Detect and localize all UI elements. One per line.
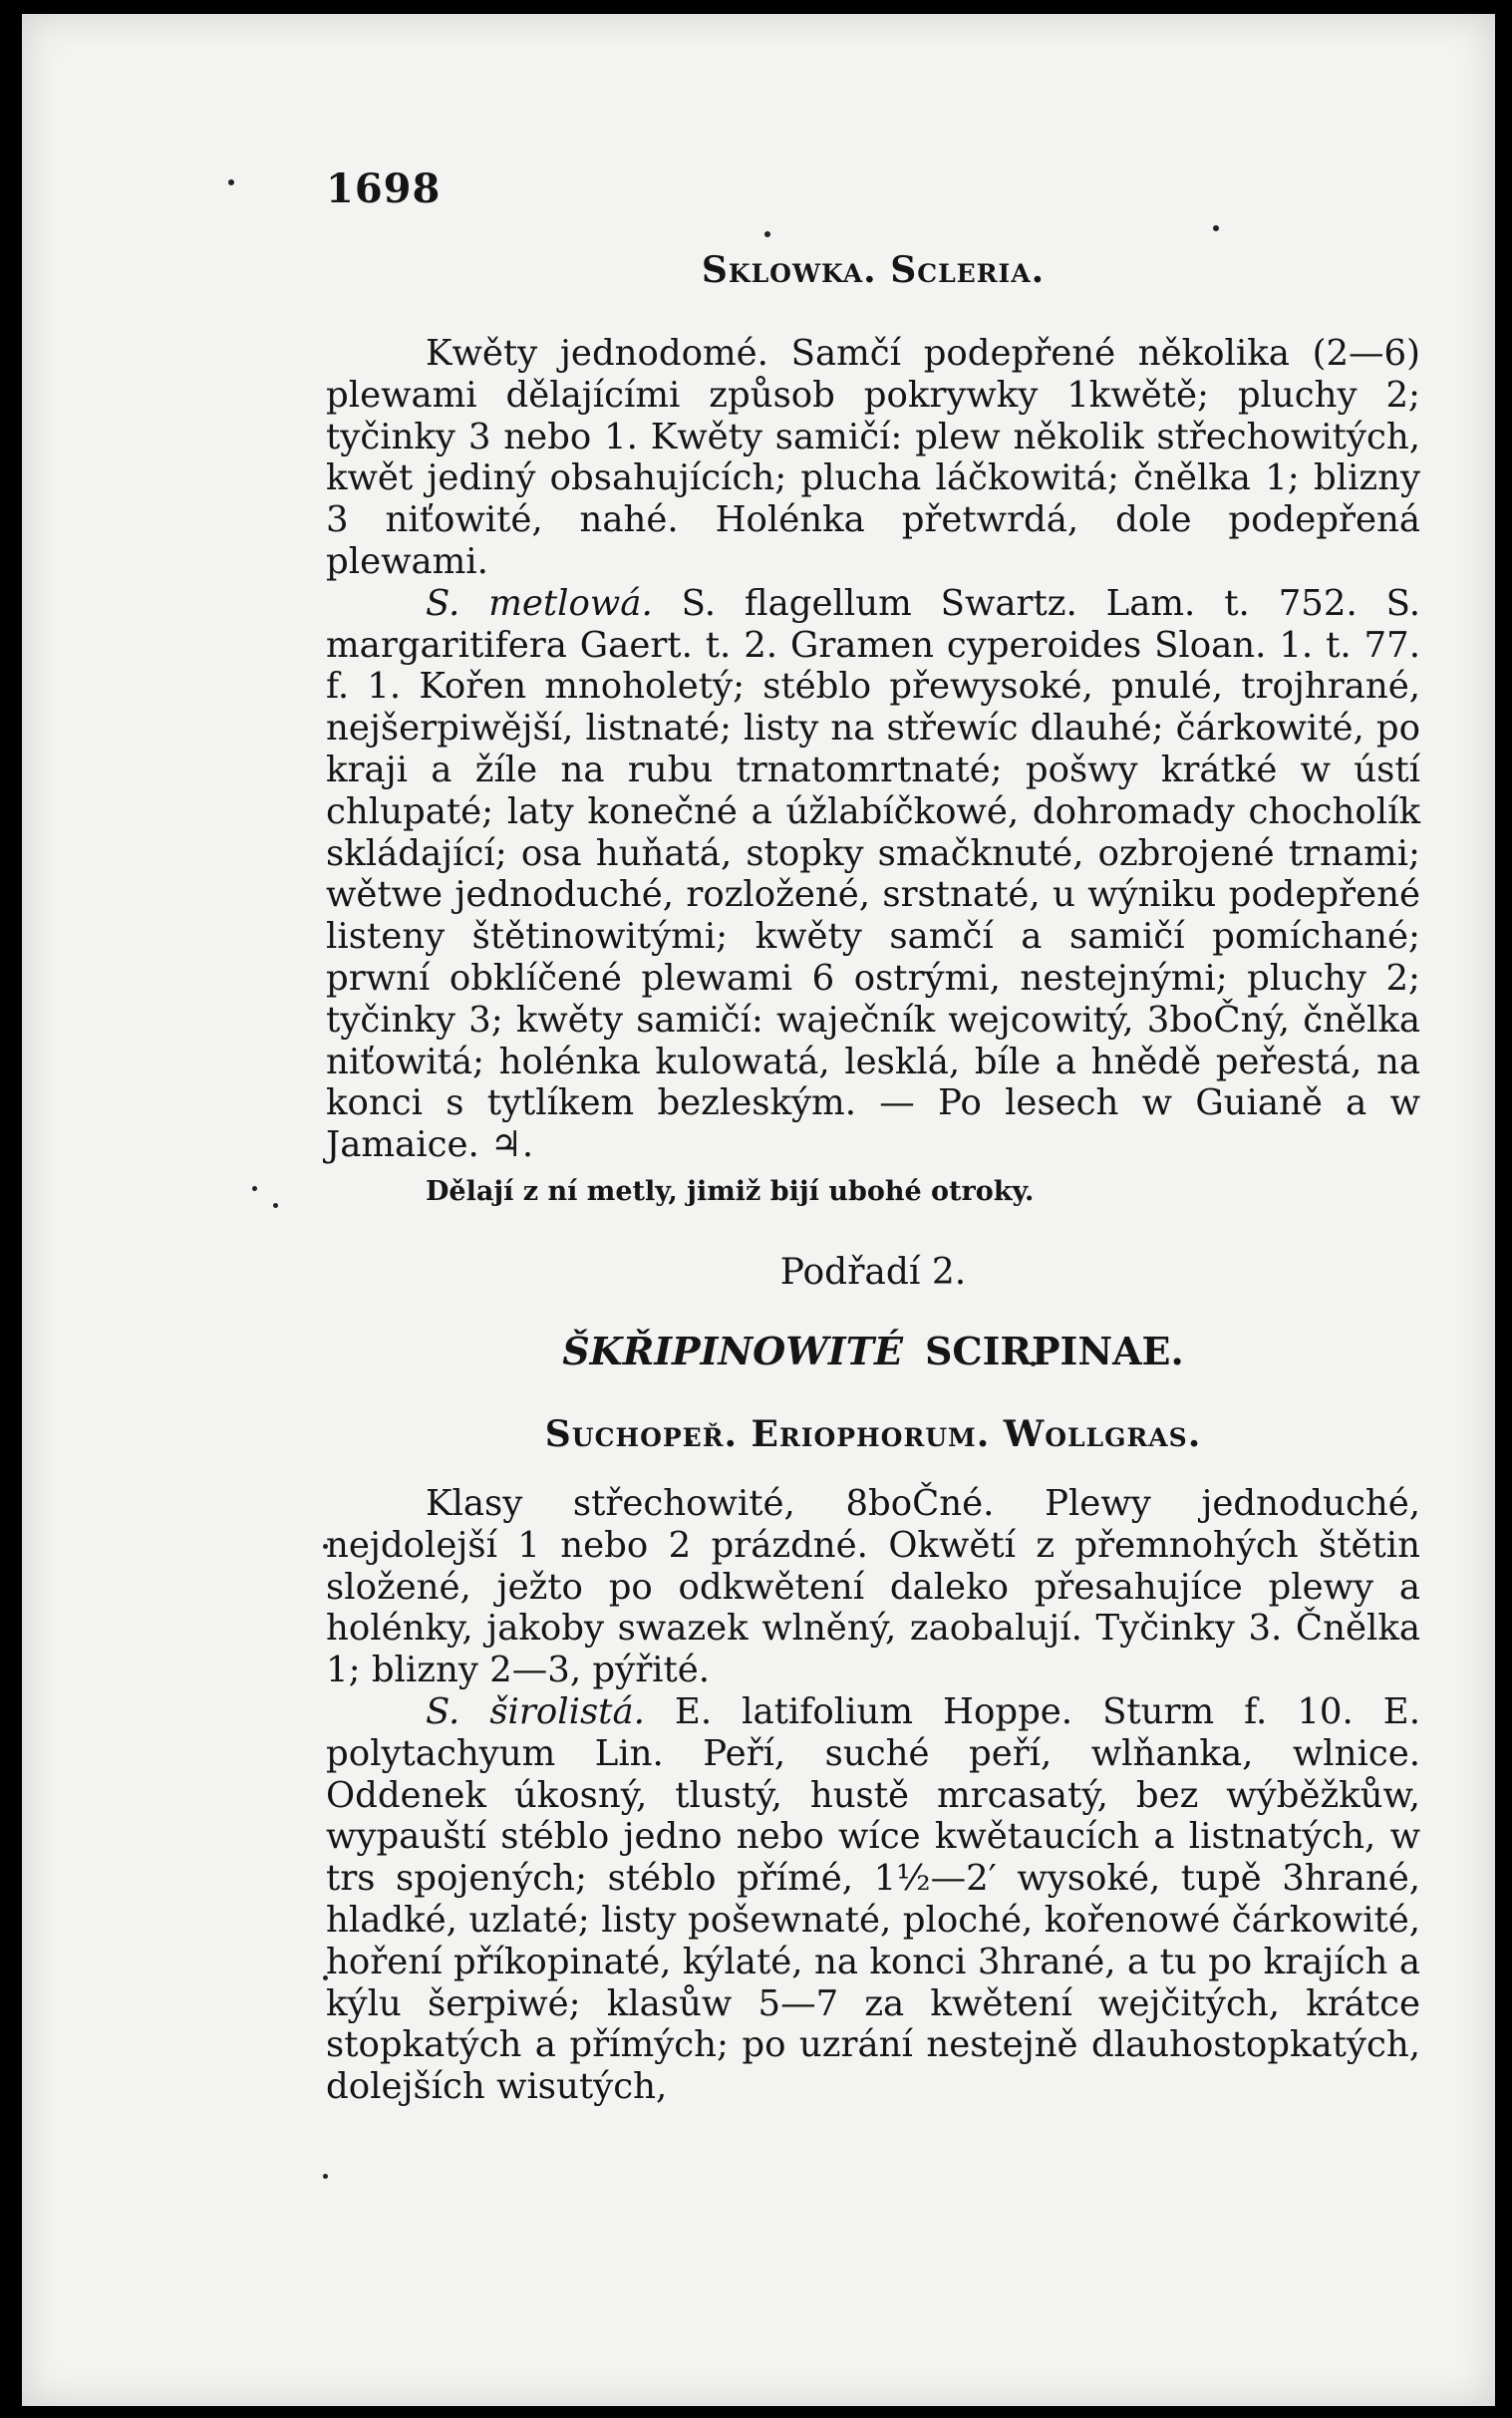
tribe-name-latin: SCIRPINAE. xyxy=(924,1328,1184,1373)
species-text-eriophorum: E. latifolium Hoppe. Sturm f. 10. E. polytachyum Lin. Peří, suché peří, wlňanka, wlnice. Oddenek úkosný, tlustý, hustě mrcasatý, bez wýběžkůw, wypauští stéblo jedno nebo wíce kwětaucích a listnatých, w trs spojených; stéblo přímé, 1½—2′ wysoké, tupě 3hrané, hladké, uzlaté; listy pošewnaté, ploché, kořenowé čárkowité, hoření příkopinaté, kýlaté, na konci 3hrané, a tu po krajích a kýlu šerpiwé; klasůw 5—7 za kwětení wejčitých, krátce stopkatých a přímých; po uzrání nestejně dlauhostopkatých, dolejších wisutých, xyxy=(326,1690,1420,2108)
species-name-scleria: S. metlowá. xyxy=(426,582,653,624)
species-name-eriophorum: S. širolistá. xyxy=(426,1690,645,1732)
tribe-heading xyxy=(326,1329,1420,1373)
genus-heading-eriophorum: Suchopeř. Eriophorum. Wollgras. xyxy=(544,1412,1202,1455)
tribe-name-czech: ŠKŘIPINOWITÉ xyxy=(562,1328,903,1373)
species-text-scleria: S. flagellum Swartz. Lam. t. 752. S. margaritifera Gaert. t. 2. Gramen cyperoides Sloan. 1. t. 77. f. 1. Kořen mnoholetý; stéblo přewysoké, pnulé, trojhrané, nejšerpiwější, listnaté; listy na střewíc dlauhé; čárkowité, po kraji a žíle na rubu trnatomrtnaté; pošwy krátké w ústí chlupaté; laty konečné a úžlabíčkowé, dohromady chocholík skládající; osa huňatá, stopky smačknuté, ozbrojené trnami; wětwe jednoduché, rozložené, srstnaté, u wýniku podepřené listeny štětinowitými; kwěty samčí a samičí pomíchané; prwní obklíčené plewami 6 ostrými, nestejnými; pluchy 2; tyčinky 3; kwěty samičí: waječník wejcowitý, 3boČný, čnělka niťowitá; holénka kulowatá, lesklá, bíle a hnědě peřestá, na konci s tytlíkem bezleským. — Po lesech w Guianě a w Jamaice. ♃. xyxy=(326,582,1420,1166)
genus-description-eriophorum: Klasy střechowité, 8boČné. Plewy jednoduché, nejdolejší 1 nebo 2 prázdné. Okwětí z přemnohých štětin složené, ježto po odkwětení daleko přesahujíce plewy a holénky, jakoby swazek wlněný, zaobalují. Tyčinky 3. Čnělka 1; blizny 2—3, pýřité. xyxy=(326,1482,1420,1691)
usage-note: Dělají z ní metly, jimiž bijí ubohé otroky. xyxy=(426,1175,1035,1207)
species-entry-scleria xyxy=(326,583,1420,1166)
page-number: 1698 xyxy=(326,165,442,212)
species-entry-eriophorum xyxy=(326,1691,1420,2108)
genus-heading-scleria: Sklowka. Scleria. xyxy=(701,249,1046,291)
genus-description-scleria: Kwěty jednodomé. Samčí podepřené několika (2—6) plewami dělajícími způsob pokrywky 1kwětě; pluchy 2; tyčinky 3 nebo 1. Kwěty samičí: plew několik střechowitých, kwět jediný obsahujících; plucha láčkowitá; čnělka 1; blizny 3 niťowité, nahé. Holénka přetwrdá, dole podepřená plewami. xyxy=(326,333,1420,582)
subsection-heading: Podřadí 2. xyxy=(779,1251,967,1293)
page-content xyxy=(326,150,1420,2108)
